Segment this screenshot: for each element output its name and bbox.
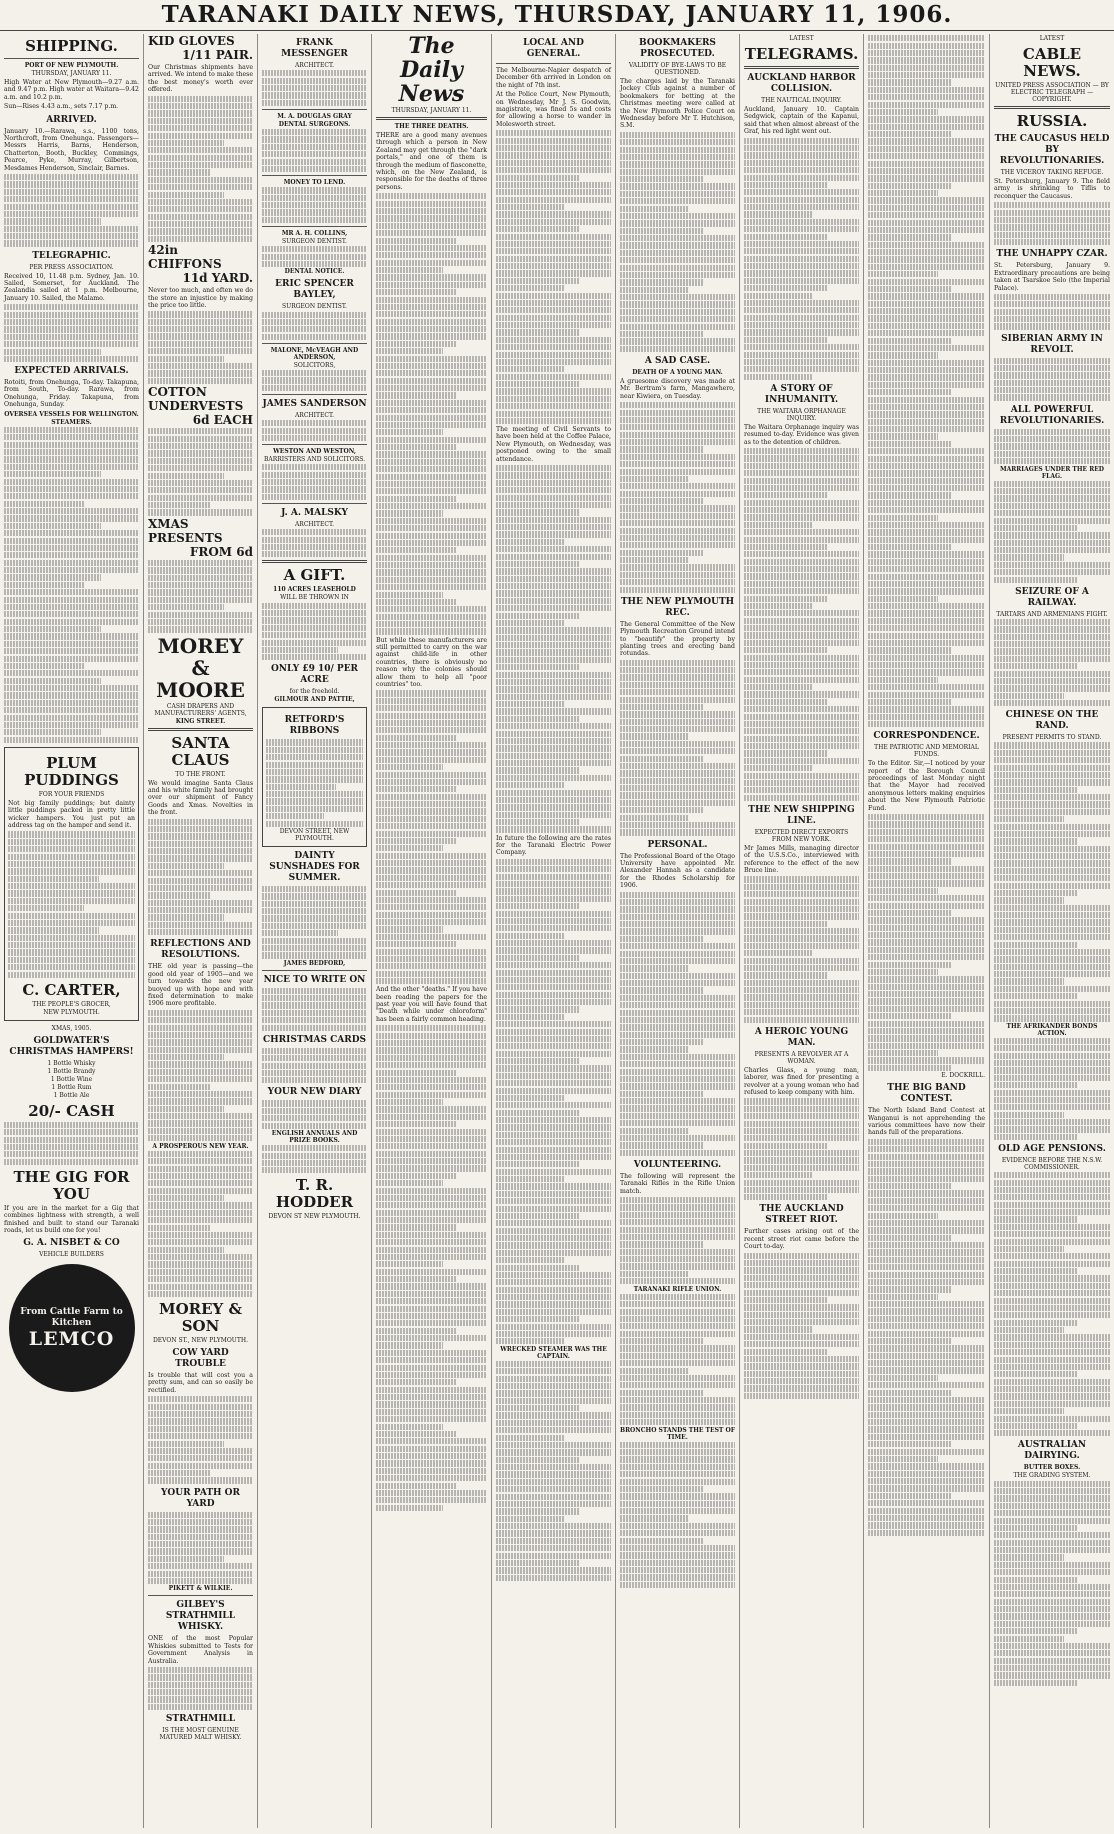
nisbet-title: G. A. NISBET & CO [23, 1238, 120, 1249]
hamper-item: 1 Bottle Brandy [47, 1067, 96, 1075]
plum-pudding-ad [4, 747, 139, 1021]
malsky-name: J. A. MALSKY [281, 507, 348, 518]
collins-sub: SURGEON DENTIST. [282, 238, 347, 245]
text-filler [262, 1048, 367, 1084]
spencer-sub: SURGEON DENTIST. [282, 303, 347, 311]
malone-sub: SOLICITORS, [293, 361, 336, 369]
weston-sub: BARRISTERS AND SOLICITORS. [263, 456, 366, 464]
text-filler [148, 1396, 253, 1483]
sanderson-sub: ARCHITECT. [294, 411, 335, 419]
sanderson-name: JAMES SANDERSON [262, 398, 367, 409]
text-filler [744, 1098, 859, 1200]
hamper-item: 1 Bottle Ale [53, 1091, 90, 1099]
kid-gloves-label: KID GLOVES [148, 34, 235, 48]
divider [262, 343, 367, 344]
overseas-title: OVERSEA VESSELS FOR WELLINGTON. [4, 410, 139, 418]
arrived-title: ARRIVED. [46, 114, 97, 125]
text-filler [148, 560, 253, 633]
text-filler [620, 660, 735, 836]
lemco-brand: LEMCO [28, 1327, 115, 1350]
text-filler [262, 529, 367, 557]
text-filler [620, 132, 735, 352]
divider [262, 560, 367, 563]
goldwater-title: GOLDWATER'S CHRISTMAS HAMPERS! [9, 1035, 134, 1057]
prosperous-title: A PROSPEROUS NEW YEAR. [152, 1142, 249, 1150]
text-filler [744, 876, 859, 1022]
strathmill-sub: IS THE MOST GENUINE MATURED MALT WHISKY. [159, 1727, 242, 1742]
plum-title: PLUM PUDDINGS [24, 753, 119, 789]
afrikander-title: THE AFRIKANDER BONDS ACTION. [1006, 1022, 1098, 1037]
local-text-2: At the Police Court, New Plymouth, on Wednesday, Mr J. S. Goodwin, magistrate, was fined 5s and costs for allowing a horse to wander in Molesworth street. [496, 91, 611, 128]
text-filler [148, 428, 253, 515]
text-filler [868, 35, 985, 727]
text-filler [262, 464, 367, 500]
volunteering-title: VOLUNTEERING. [633, 1159, 722, 1170]
dental-notice: DENTAL NOTICE. [284, 268, 345, 276]
text-filler [148, 1512, 253, 1585]
text-filler [620, 1294, 735, 1426]
pikett-wilkie: PIKETT & WILKIE. [168, 1585, 233, 1593]
siberian-title: SIBERIAN ARMY IN REVOLT. [1001, 333, 1103, 355]
marriages-title: MARRIAGES UNDER THE RED FLAG. [1000, 465, 1104, 480]
correspondence-text: To the Editor. Sir,—I noticed by your report of the Borough Council proceedings of last Monday night that the Mayor had received anonymous letters making enquiries about the New Plymouth Patriotic Fund. [868, 760, 985, 812]
text-filler [262, 312, 367, 340]
personal-text: The Professional Board of the Otago University have appointed Mr. Alexander Hannah as a candidate for the Rhodes Scholarship for 1906. [620, 852, 735, 890]
path-title: YOUR PATH OR YARD [161, 1487, 240, 1509]
correspondence-sub: THE PATRIOTIC AND MEMORIAL FUNDS. [874, 744, 979, 759]
bookmakers-text: The charges laid by the Taranaki Jockey Club against a number of bookmakers for betting at the Christmas meeting were called at the New Plymouth Police Court on Wednesday before Mr T. Hutchison, S.M. [620, 78, 735, 130]
messenger-sub: ARCHITECT. [294, 62, 335, 69]
plum-sub: FOR YOUR FRIENDS [38, 790, 105, 798]
text-filler [4, 427, 139, 743]
rec-title: THE NEW PLYMOUTH REC. [620, 596, 735, 618]
cable-title: CABLE NEWS. [1022, 45, 1082, 80]
divider [4, 58, 139, 59]
band-contest-title: THE BIG BAND CONTEST. [887, 1083, 966, 1105]
chiffons-text: Never too much, and often we do the store an injustice by making the price too little. [148, 287, 253, 309]
text-filler [994, 1481, 1110, 1686]
text-filler [262, 988, 367, 1031]
text-filler [620, 1442, 735, 1588]
divider [262, 444, 367, 445]
telegrams-title: TELEGRAMS. [744, 45, 859, 63]
dainty-title: DAINTY SUNSHADES FOR SUMMER. [269, 850, 360, 883]
gig-text: If you are in the market for a Gig that combines lightness with strength, a well finished and built to stand our Taranaki roads, let us build one for you! [4, 1204, 139, 1235]
editorial-masthead: The Daily News [398, 34, 465, 107]
text-filler [262, 129, 367, 172]
cowyard-text: Is trouble that will cost you a pretty sum, and can so easily be rectified. [148, 1372, 253, 1394]
text-filler [262, 603, 367, 661]
text-filler [744, 448, 859, 801]
divider [376, 117, 487, 120]
hero-title: A HEROIC YOUNG MAN. [754, 1026, 849, 1048]
gig-title: THE GIG FOR YOU [13, 1167, 130, 1203]
column-cable-news [990, 34, 1114, 1828]
lead-text: THERE are a good many avenues through which a person in New Zealand may get through the "dark portals," and one of them is through the medium of fiasconette, which, on the New Zealand, is responsible for the deaths of three persons. [376, 132, 487, 191]
text-filler [744, 138, 859, 380]
text-filler [266, 739, 363, 826]
malone-name: MALONE, McVEAGH AND ANDERSON, [270, 346, 359, 361]
port-heading: PORT OF NEW PLYMOUTH. [24, 62, 119, 69]
reflections-title: REFLECTIONS AND RESOLUTIONS. [150, 939, 251, 961]
messenger-name: FRANK MESSENGER [281, 38, 348, 59]
dairying-title: AUSTRALIAN DAIRYING. [1017, 1440, 1087, 1462]
text-filler [148, 819, 253, 936]
editorial-date: THURSDAY, JANUARY 11. [391, 107, 472, 114]
text-filler [620, 892, 735, 1156]
gilbey-text: ONE of the most Popular Whiskies submitted to Tests for Government Analysis in Australia. [148, 1635, 253, 1665]
morey-son-sub: DEVON ST., NEW PLYMOUTH. [152, 1337, 248, 1345]
lemco-tagline: From Cattle Farm to Kitchen [20, 1306, 123, 1328]
text-filler [262, 1145, 367, 1173]
orphanage-sub: THE WAITARA ORPHANAGE INQUIRY. [757, 407, 846, 422]
text-filler [148, 1667, 253, 1710]
expected-title: EXPECTED ARRIVALS. [14, 366, 129, 377]
nisbet-sub: VEHICLE BUILDERS [39, 1251, 104, 1259]
hamper-item: 1 Bottle Whisky [47, 1059, 96, 1067]
gift-sub2: WILL BE THROWN IN [280, 594, 349, 602]
text-filler [868, 814, 985, 1071]
text-filler [148, 311, 253, 384]
xmas-cards-title: CHRISTMAS CARDS [262, 1034, 367, 1045]
divider [148, 728, 253, 731]
text-filler [262, 70, 367, 106]
text-filler [262, 420, 367, 441]
butter-boxes-title: BUTTER BOXES. [1023, 1464, 1081, 1472]
chinese-sub: PRESENT PERMITS TO STAND. [1002, 734, 1102, 742]
column-editorial [372, 34, 492, 1828]
lead-text-3: And the other "deaths." If you have been reading the papers for the past year you will have found that "Death while under chloroform" has been a fairly common heading. [376, 986, 487, 1023]
text-filler [620, 402, 735, 593]
reflections-text: THE old year is passing—the good old year of 1905—and we turn towards the new year buoyed up with hope and with fixed determination to make 1906 more profitable. [148, 963, 253, 1008]
hamper-price: 20/- CASH [28, 1101, 115, 1120]
harbour-sub: THE NAUTICAL INQUIRY. [761, 97, 842, 104]
cowyard-title: COW YARD TROUBLE [172, 1348, 229, 1370]
local-text: The Melbourne-Napier despatch of December 6th arrived in London on the night of 7th inst. [496, 67, 611, 89]
column-professional-cards [258, 34, 372, 1828]
czar-title: THE UNHAPPY CZAR. [996, 249, 1108, 260]
hero-text: Charles Glass, a young man, laborer, was fined for presenting a revolver at a young woman who had refused to keep company with him. [744, 1066, 859, 1096]
gift-offer: ONLY £9 10/ PER ACRE [270, 664, 359, 686]
text-filler [994, 294, 1110, 330]
column-correspondence [864, 34, 990, 1828]
local-text-3: The meeting of Civil Servants to have been held at the Coffee Palace, New Plymouth, on Wednesday, was postponed owing to the small attendance. [496, 426, 611, 463]
viceroy-text: St. Petersburg, January 9. The field army is shrinking to Tiflis to reconquer the Caucasus. [994, 178, 1110, 200]
shipping-date: THURSDAY, JANUARY 11. [31, 70, 112, 77]
text-filler [994, 742, 1110, 1021]
correspondence-signoff: E. DOCKRILL. [941, 1072, 985, 1080]
tartars-title: TARTARS AND ARMENIANS FIGHT. [996, 610, 1108, 618]
morey-son-title: MOREY & SON [158, 1300, 243, 1336]
grading-title: THE GRADING SYSTEM. [1013, 1472, 1091, 1480]
volunteering-text: The following will represent the Taranaki Rifles in the Rifle Union match. [620, 1172, 735, 1195]
text-filler [262, 187, 367, 223]
orphanage-title: A STORY OF INHUMANITY. [764, 383, 839, 405]
column-shipping [0, 34, 144, 1828]
text-filler [496, 130, 611, 424]
cotton-price: 6d EACH [192, 413, 253, 428]
plum-text: Not big family puddings; but dainty little puddings packed in pretty little wicker hampers. You just put an address tag on the hamper and send it. [8, 799, 135, 830]
hamper-list [4, 1060, 139, 1099]
text-filler [994, 429, 1110, 465]
text-filler [994, 358, 1110, 401]
text-filler [262, 370, 367, 391]
malsky-sub: ARCHITECT. [294, 520, 335, 528]
divider [262, 394, 367, 395]
tides-text: High Water at New Plymouth—9.27 a.m. and 9.47 p.m. High water at Waitara—9.42 a.m. and 10.2 p.m. [4, 79, 139, 101]
divider [262, 970, 367, 971]
nice-title: NICE TO WRITE ON [263, 974, 366, 985]
sad-case-title: A SAD CASE. [644, 355, 711, 366]
sun-text: Sun—Rises 4.43 a.m., sets 7.17 p.m. [4, 103, 119, 111]
bookmakers-sub: VALIDITY OF BYE-LAWS TO BE QUESTIONED. [628, 62, 727, 76]
correspondence-title: CORRESPONDENCE. [873, 731, 980, 742]
hamper-item: 1 Bottle Rum [51, 1083, 92, 1091]
spencer-name: ERIC SPENCER BAYLEY, [275, 279, 354, 301]
retfords-town: DEVON STREET, NEW PLYMOUTH. [279, 827, 350, 842]
shipping-line-title: THE NEW SHIPPING LINE. [748, 804, 855, 826]
xmas-presents-label: XMAS PRESENTS [148, 516, 223, 545]
text-filler [262, 1100, 367, 1128]
pensions-sub: EVIDENCE BEFORE THE N.S.W. COMMISSIONER. [1001, 1156, 1103, 1171]
morey-moore-sub: CASH DRAPERS AND MANUFACTURERS' AGENTS, [154, 702, 247, 717]
personal-title: PERSONAL. [647, 839, 708, 850]
money-to-lend: MONEY TO LEND. [283, 179, 346, 187]
text-filler [148, 96, 253, 242]
riot-text: Further cases arising out of the recent street riot came before the Court to-day. [744, 1228, 859, 1251]
text-filler [8, 831, 135, 977]
divider [262, 503, 367, 504]
text-filler [496, 1361, 611, 1581]
kid-gloves-price: 1/11 PAIR. [182, 48, 253, 62]
bedford-name: JAMES BEDFORD, [283, 959, 346, 967]
text-filler [994, 1038, 1110, 1140]
rifle-union-title: TARANAKI RIFLE UNION. [633, 1285, 722, 1293]
retfords-ad [262, 707, 367, 847]
text-filler [744, 1253, 859, 1399]
arrived-text: January 10.—Rarawa, s.s., 1100 tons, Northcroft, from Onehunga. Passengers—Messrs Harris, Barns, Henderson, Chatterton, Booth, Buckley, Commings, Pearce, Pyke, Murray, Gilbertson, Mesdames Henderson, Sinclair, Barnes. [4, 127, 139, 172]
harbour-text: Auckland, January 10. Captain Sedgwick, captain of the Kapanui, said that when almost abreast of the Graf, his red light went out. [744, 106, 859, 136]
lead-text-2: But while these manufacturers are still permitted to carry on the war against child-life in other countries, there is obviously no reason why the colonies should allow them to help all "poor countries" too. [376, 636, 487, 688]
column-local-general [492, 34, 616, 1828]
steamers-title: STEAMERS. [51, 418, 92, 426]
gilmour-name: GILMOUR AND PATTIE, [274, 696, 355, 704]
divider [262, 109, 367, 110]
russia-title: RUSSIA. [1016, 112, 1088, 130]
santa-title: SANTA CLAUS [171, 733, 230, 769]
dental-surgeons: DENTAL SURGEONS. [278, 120, 351, 128]
text-filler [994, 481, 1110, 583]
rec-text: The General Committee of the New Plymouth Recreation Ground intend to "beautify" the property by planting trees and erecting band rotundas. [620, 620, 735, 658]
gift-sub: 110 ACRES LEASEHOLD [273, 586, 356, 594]
text-filler [4, 1122, 139, 1165]
chinese-title: CHINESE ON THE RAND. [1005, 710, 1099, 732]
text-filler [262, 246, 367, 267]
carter-town: NEW PLYMOUTH. [43, 1008, 100, 1016]
chiffons-price: 11d YARD. [182, 271, 253, 286]
gilbey-title: GILBEY'S STRATHMILL WHISKY. [165, 1600, 236, 1633]
harbour-title: AUCKLAND HARBOR COLLISION. [747, 73, 856, 94]
text-filler [496, 465, 611, 833]
shipping-line-text: Mr James Mills, managing director of the U.S.S.Co., interviewed with reference to the effect of the new Bruce line. [744, 844, 859, 875]
text-filler [376, 690, 487, 984]
gift-title: A GIFT. [283, 566, 346, 585]
pensions-title: OLD AGE PENSIONS. [998, 1143, 1106, 1154]
diary-title: YOUR NEW DIARY [267, 1087, 362, 1098]
railway-title: SEIZURE OF A RAILWAY. [1015, 586, 1089, 608]
masthead: TARANAKI DAILY NEWS, THURSDAY, JANUARY 11, 1906. [0, 0, 1114, 31]
shipping-line-sub: EXPECTED DIRECT EXPORTS FROM NEW YORK. [754, 828, 849, 843]
cable-sub: UNITED PRESS ASSOCIATION — BY ELECTRIC TELEGRAPH — COPYRIGHT. [995, 82, 1109, 103]
orphanage-text: The Waitara Orphanage inquiry was resumed to-day. Evidence was given as to the detention of children. [744, 423, 859, 446]
column-bookmakers [616, 34, 740, 1828]
xmas-line: XMAS, 1905. [51, 1024, 92, 1032]
column-drapery-ads [144, 34, 258, 1828]
retfords-title: RETFORD'S RIBBONS [284, 715, 345, 737]
shipping-title: SHIPPING. [25, 37, 118, 55]
hodder-sub: DEVON ST NEW PLYMOUTH. [268, 1213, 361, 1221]
riot-title: THE AUCKLAND STREET RIOT. [759, 1204, 844, 1226]
local-footer-heading: WRECKED STEAMER WAS THE CAPTAIN. [500, 1345, 607, 1360]
lead-title: THE THREE DEATHS. [394, 123, 469, 130]
revolution-title: ALL POWERFUL REVOLUTIONARIES. [999, 404, 1105, 426]
text-filler [496, 859, 611, 1345]
viceroy-title: THE VICEROY TAKING REFUGE. [1000, 169, 1104, 176]
band-contest-text: The North Island Band Contest at Wanganui is not apprehending the various committees have now their hands full of the preparations. [868, 1107, 985, 1137]
cotton-label: COTTON UNDERVESTS [148, 385, 244, 414]
text-filler [868, 1139, 985, 1536]
telegraphic-text: Received 10, 11.48 p.m. Sydney, Jan. 10. Sailed, Somerset, for Auckland. The Zealandia sailed at 1 p.m. Melbourne, January 10. Sailed, the Malamo. [4, 272, 139, 302]
divider [496, 63, 611, 64]
weston-name: WESTON AND WESTON, [273, 448, 356, 456]
text-filler [620, 1197, 735, 1284]
carter-sub: THE PEOPLE'S GROCER, [32, 1000, 111, 1008]
text-filler [148, 1151, 253, 1297]
text-filler [376, 1025, 487, 1511]
expected-text: Rotoiti, from Onehunga, To-day. Takapuna, from South, To-day. Rarawa, from Onehunga, Friday. Takapuna, from Onehunga, Sunday. [4, 379, 139, 409]
column-telegrams [740, 34, 864, 1828]
carter-name: C. CARTER, [22, 980, 121, 999]
divider [148, 1595, 253, 1596]
xmas-presents-price: FROM 6d [189, 544, 253, 559]
gift-sub3: for the freehold. [289, 688, 340, 696]
divider [994, 106, 1110, 109]
hodder-name: T. R. HODDER [275, 1176, 354, 1212]
local-title: LOCAL AND GENERAL. [523, 38, 584, 59]
sad-case-text: A gruesome discovery was made at Mr. Bertram's farm, Mangawhero, near Kiwiera, on Tuesday. [620, 377, 735, 400]
latest-label: LATEST [1039, 35, 1065, 42]
text-filler [262, 886, 367, 959]
santa-sub: TO THE FRONT. [175, 770, 226, 778]
text-filler [376, 193, 487, 634]
kid-gloves-text: Our Christmas shipments have arrived. We intend to make these the best money's worth ever offered. [148, 64, 253, 94]
local-text-4: In future the following are the rates for the Taranaki Electric Power Company. [496, 834, 611, 857]
annuals-title: ENGLISH ANNUALS AND PRIZE BOOKS. [271, 1129, 358, 1144]
sad-case-sub: DEATH OF A YOUNG MAN. [632, 368, 723, 376]
hamper-item: 1 Bottle Wine [50, 1075, 93, 1083]
telegraphic-title: TELEGRAPHIC. [32, 250, 111, 261]
morey-moore-street: KING STREET. [175, 717, 226, 725]
caucasus-title: THE CAUCASUS HELD BY REVOLUTIONARIES. [994, 134, 1110, 166]
text-filler [148, 1010, 253, 1142]
santa-text: We would imagine Santa Claus and his white family had brought over our shipment of Fancy Goods and Xmas. Novelties in the front. [148, 779, 253, 817]
divider [262, 175, 367, 176]
douglas-name: M. A. DOUGLAS GRAY [277, 112, 352, 120]
text-filler [994, 1172, 1110, 1436]
strathmill-title: STRATHMILL [165, 1714, 236, 1725]
bookmakers-title: BOOKMAKERS PROSECUTED. [639, 38, 716, 59]
collins-name: MR A. H. COLLINS, [281, 230, 348, 237]
text-filler [994, 202, 1110, 245]
text-filler [4, 174, 139, 247]
telegraphic-sub: PER PRESS ASSOCIATION. [29, 263, 114, 271]
hero-sub: PRESENTS A REVOLVER AT A WOMAN. [754, 1050, 849, 1065]
divider [744, 66, 859, 69]
broncho-heading: BRONCHO STANDS THE TEST OF TIME. [620, 1426, 735, 1441]
text-filler [4, 304, 139, 362]
chiffons-label: 42in CHIFFONS [148, 243, 222, 272]
morey-moore-title: MOREY & MOORE [156, 633, 245, 702]
czar-text: St. Petersburg, January 9. Extraordinary precautions are being taken at Tsarskoe Selo (the Imperial Palace). [994, 262, 1110, 292]
text-filler [994, 619, 1110, 706]
divider [262, 226, 367, 227]
latest-label: LATEST [789, 35, 814, 42]
lemco-ad-seal [9, 1264, 135, 1392]
